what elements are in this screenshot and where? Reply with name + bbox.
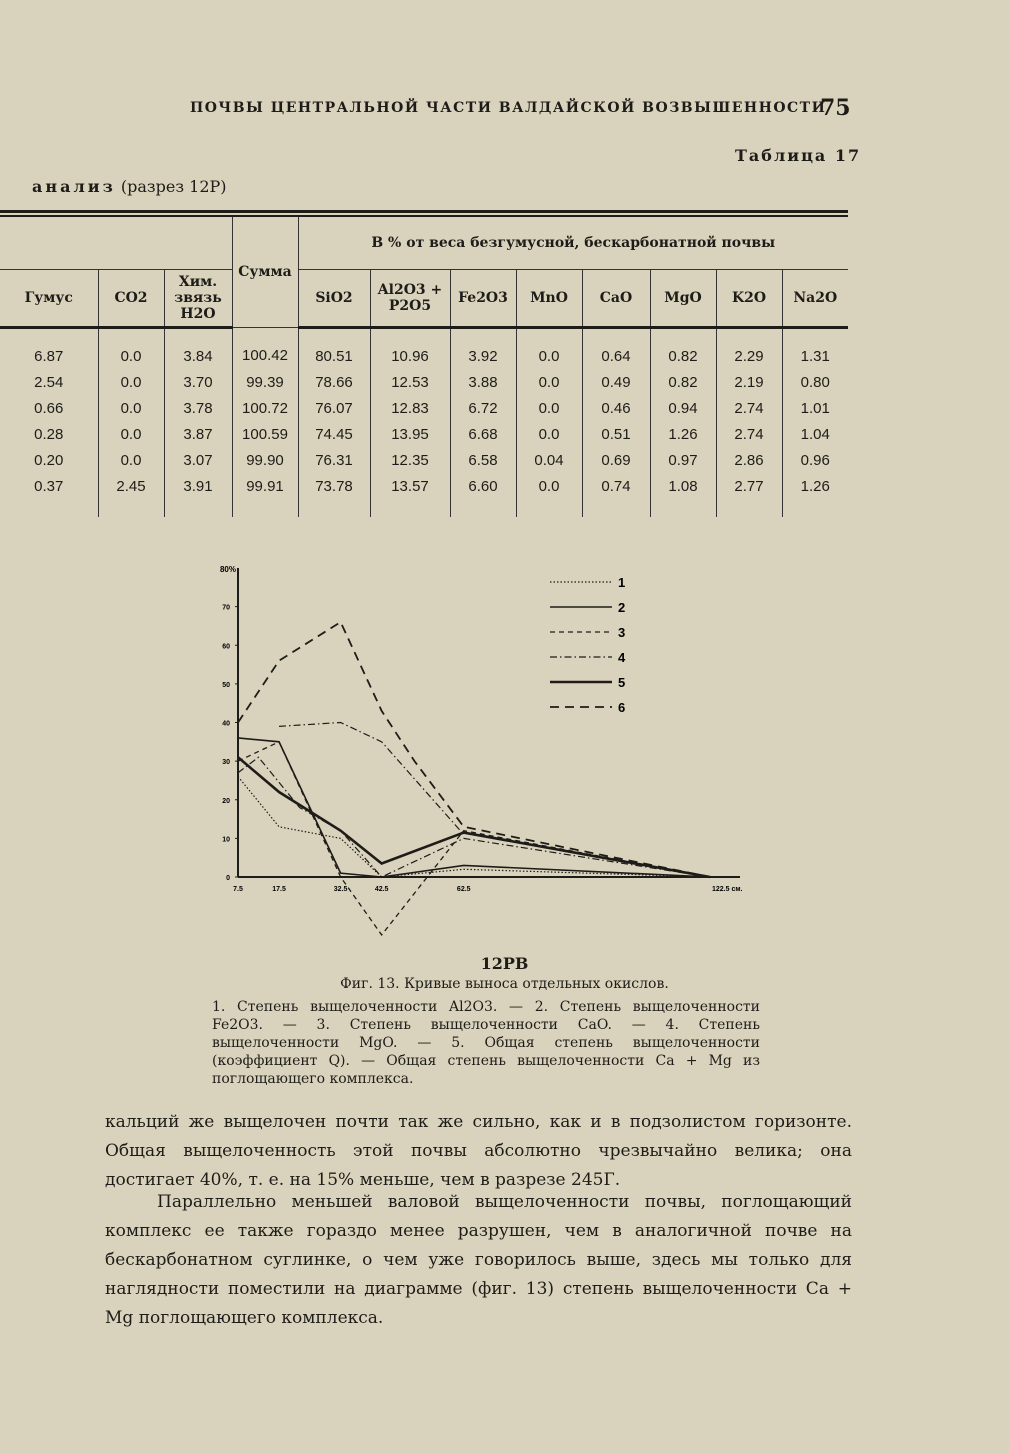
y-tick-label: 20 <box>222 797 230 805</box>
y-tick-label: 70 <box>222 604 230 612</box>
legend-label-4: 4 <box>618 650 626 665</box>
table-cell: 74.45 <box>298 421 370 447</box>
table-cell: 2.29 <box>716 328 782 370</box>
y-tick-label: 0 <box>226 875 230 882</box>
table-cell: 0.94 <box>650 395 716 421</box>
table-cell: 0.82 <box>650 328 716 370</box>
table-cell: 12.53 <box>370 369 450 395</box>
table-cell: 100.42 <box>232 328 298 370</box>
figure-title: 12РВ <box>480 954 529 973</box>
table-cell: 2.45 <box>98 473 164 517</box>
y-top-label: 80% <box>219 565 236 574</box>
table-cell: 0.0 <box>98 369 164 395</box>
table-top-rule <box>0 210 848 213</box>
table-cell: 0.96 <box>782 447 848 473</box>
col-header-sio2: SiO2 <box>298 270 370 328</box>
table-cell: 73.78 <box>298 473 370 517</box>
col-header-al2o3: Al2O3 + P2O5 <box>370 270 450 328</box>
table-cell: 1.08 <box>650 473 716 517</box>
table-cell: 3.87 <box>164 421 232 447</box>
table-cell: 3.78 <box>164 395 232 421</box>
x-tick-label: 7.5 <box>233 886 243 893</box>
col-header-k2o: K2O <box>716 270 782 328</box>
table-cell: 6.72 <box>450 395 516 421</box>
table-cell: 0.0 <box>98 395 164 421</box>
table-cell: 13.95 <box>370 421 450 447</box>
table-cell: 99.39 <box>232 369 298 395</box>
table-cell: 0.0 <box>98 421 164 447</box>
series-line-3 <box>238 742 710 935</box>
table-cell: 80.51 <box>298 328 370 370</box>
series-line-5 <box>238 757 710 877</box>
col-header-na2o: Na2O <box>782 270 848 328</box>
figure-legend-text: 1. Степень выщелоченности Al2O3. — 2. Степень выщелоченности Fe2O3. — 3. Степень выщелоченности CaO. — 4. Степень выщелоченности MgO. — 5. Общая степень выщелоченности (коэффициент Q). — Общая степень выщелоченности Ca + Mg из поглощающего комплекса. <box>212 999 760 1087</box>
legend-label-2: 2 <box>618 600 626 615</box>
group-header: В % от веса безгумусной, бескарбонатной почвы <box>298 217 848 270</box>
table-cell: 99.90 <box>232 447 298 473</box>
table-cell: 3.88 <box>450 369 516 395</box>
table-cell: 0.0 <box>516 473 582 517</box>
x-tick-label: 62.5 <box>456 886 471 893</box>
analysis-table <box>0 217 848 517</box>
table-cell: 0.51 <box>582 421 650 447</box>
table-cell: 13.57 <box>370 473 450 517</box>
y-tick-label: 40 <box>222 720 230 728</box>
blank-header <box>0 217 232 270</box>
table-cell: 0.0 <box>516 421 582 447</box>
table-cell: 0.04 <box>516 447 582 473</box>
table-cell: 100.72 <box>232 395 298 421</box>
table-cell: 1.04 <box>782 421 848 447</box>
table-label: Таблица 17 <box>735 146 862 165</box>
table-cell: 6.58 <box>450 447 516 473</box>
paragraph-1: кальций же выщелочен почти так же сильно, как и в подзолистом горизонте. Общая выщелоченность этой почвы абсолютно чрезвычайно велика; она достигает 40%, т. е. на 15% меньше, чем в разрезе 245Г. <box>105 1112 852 1190</box>
legend-label-6: 6 <box>618 700 626 715</box>
table-cell: 0.20 <box>34 451 64 469</box>
table-cell: 1.31 <box>782 328 848 370</box>
table-cell: 0.97 <box>650 447 716 473</box>
table-cell: 76.07 <box>298 395 370 421</box>
col-header-sum: Сумма <box>232 217 298 328</box>
y-tick-label: 10 <box>222 836 230 844</box>
table-cell: 6.87 <box>34 347 64 365</box>
table-cell: 0.49 <box>582 369 650 395</box>
legend-label-1: 1 <box>618 575 626 590</box>
table-cell: 0.46 <box>582 395 650 421</box>
col-header-mno: MnO <box>516 270 582 328</box>
table-cell: 0.80 <box>782 369 848 395</box>
col-header-cao: CaO <box>582 270 650 328</box>
y-tick-label: 30 <box>222 759 230 767</box>
table-row <box>0 473 848 517</box>
table-cell: 0.66 <box>34 399 64 417</box>
series-line-4 <box>238 757 710 877</box>
table-row <box>0 421 848 447</box>
table-cell: 6.60 <box>450 473 516 517</box>
x-tick-label: 17.5 <box>272 886 286 893</box>
table-cell: 12.83 <box>370 395 450 421</box>
table-cell: 2.54 <box>34 373 64 391</box>
table-cell: 0.0 <box>98 447 164 473</box>
table-row <box>0 395 848 421</box>
table-cell: 0.0 <box>516 369 582 395</box>
analysis-word: анализ <box>32 177 116 196</box>
table-cell: 3.70 <box>164 369 232 395</box>
table-cell: 3.91 <box>164 473 232 517</box>
table-cell: 0.28 <box>34 425 64 443</box>
series-line-6 <box>238 622 710 877</box>
table-cell: 2.74 <box>716 395 782 421</box>
table-cell: 0.64 <box>582 328 650 370</box>
table-row <box>0 447 848 473</box>
paragraph-2: Параллельно меньшей валовой выщелоченности почвы, поглощающий комплекс ее также гораздо менее разрушен, чем в аналогичной почве на бескарбонатном суглинке, о чем уже говорилось выше, здесь мы только для наглядности поместили на диаграмме (фиг. 13) степень выщелоченности Ca + Mg поглощающего комплекса. <box>105 1192 852 1328</box>
table-cell: 76.31 <box>298 447 370 473</box>
table-cell: 99.91 <box>232 473 298 517</box>
col-header-h2o: Хим. звязь H2O <box>164 270 232 328</box>
table-cell: 1.26 <box>782 473 848 517</box>
legend-label-5: 5 <box>618 675 626 690</box>
table-cell: 2.77 <box>716 473 782 517</box>
table-cell: 0.0 <box>516 328 582 370</box>
col-header-mgo: MgO <box>650 270 716 328</box>
table-cell: 0.0 <box>98 328 164 370</box>
table-cell: 0.69 <box>582 447 650 473</box>
col-header-humus: Гумус <box>0 270 98 328</box>
table-cell: 1.26 <box>650 421 716 447</box>
figure-caption: Фиг. 13. Кривые выноса отдельных окислов. <box>340 976 669 992</box>
table-cell: 0.74 <box>582 473 650 517</box>
page-number: 75 <box>820 95 851 121</box>
col-header-fe2o3: Fe2O3 <box>450 270 516 328</box>
table-row <box>0 328 848 370</box>
y-tick-label: 50 <box>222 681 230 689</box>
x-tick-label: 42.5 <box>374 886 389 893</box>
legend-label-3: 3 <box>618 625 626 640</box>
y-tick-label: 60 <box>222 643 230 651</box>
table-cell: 0.0 <box>516 395 582 421</box>
analysis-section: (разрез 12Р) <box>120 177 227 196</box>
running-title: ПОЧВЫ ЦЕНТРАЛЬНОЙ ЧАСТИ ВАЛДАЙСКОЙ ВОЗВЫШЕННОСТИ <box>190 100 827 116</box>
table-cell: 0.82 <box>650 369 716 395</box>
table-cell: 6.68 <box>450 421 516 447</box>
series-line-1 <box>238 777 710 877</box>
table-cell: 2.19 <box>716 369 782 395</box>
x-tick-label: 32.5 <box>333 886 348 893</box>
table-cell: 10.96 <box>370 328 450 370</box>
table-cell: 3.92 <box>450 328 516 370</box>
table-cell: 3.84 <box>164 328 232 370</box>
table-cell: 3.07 <box>164 447 232 473</box>
table-cell: 78.66 <box>298 369 370 395</box>
table-cell: 0.37 <box>34 477 64 495</box>
leaching-chart <box>200 560 760 950</box>
col-header-co2: CO2 <box>98 270 164 328</box>
table-cell: 2.86 <box>716 447 782 473</box>
analysis-label <box>32 177 227 196</box>
table-cell: 2.74 <box>716 421 782 447</box>
table-row <box>0 369 848 395</box>
table-cell: 12.35 <box>370 447 450 473</box>
x-end-label: 122.5 см. <box>712 886 743 893</box>
series-line-4b <box>279 723 464 835</box>
table-cell: 100.59 <box>232 421 298 447</box>
table-cell: 1.01 <box>782 395 848 421</box>
